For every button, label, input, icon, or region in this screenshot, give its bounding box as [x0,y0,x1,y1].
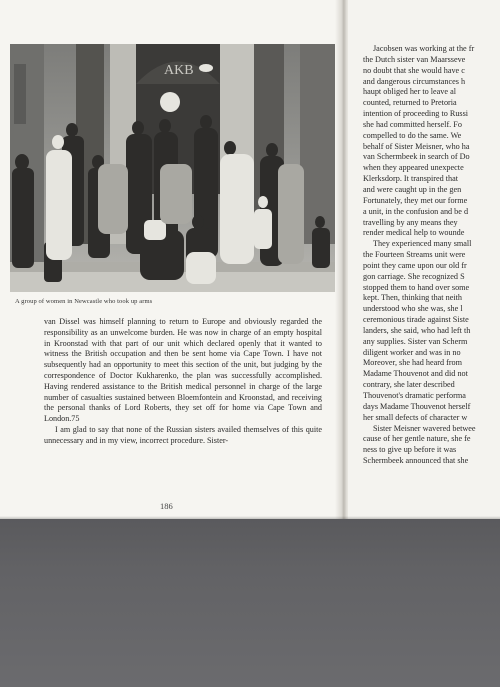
text-line: Madame Thouvenot and did not [363,369,468,379]
text-line: haupt obliged her to leave al [363,87,456,97]
svg-text:AKB: AKB [164,63,194,78]
historical-photograph [10,44,336,292]
text-line: she had committed herself. Fo [363,119,462,129]
paragraph: van Dissel was himself planning to return to Europe and obviously regarded the responsibility as an unwelcome burden. He was now in charge of an empty hospital in Kroonstad with that part of our unit which declared openly that it wanted to witness the British occupation and then be sent home via Cape Town. I have not subsequently had an opportunity to meet this section of the unit, but judging by the correspondence of Doctor Kukharenko, the plan was successfully accomplished. Having rendered assistance to the British medical personnel in charge of the large number of casualties sustained between Bloemfontein and Kroonstad, and receiving the personal thanks of Lord Roberts, they set off for home via Cape Town and London.75 [44,317,322,424]
text-line: They experienced many small [373,239,472,249]
photograph-image [10,44,336,292]
paragraph: I am glad to say that none of the Russian sisters availed themselves of this quite unnecessary and in my view, incorrect procedure. Sister- [44,424,322,445]
text-line: landers, she said, who had left th [363,325,471,335]
text-line: gon carriage. She recognized S [363,271,465,281]
text-line: ceremonious tirade against Siste [363,315,469,325]
text-line: stopped them to hand over some [363,282,470,292]
text-line: understood who she was, she l [363,304,463,314]
text-line: Thouvenot's dramatic performa [363,391,466,400]
text-line: counted, returned to Pretoria [363,98,457,108]
text-line: render medical help to wounde [363,228,465,238]
text-line: days Madame Thouvenot herself [363,401,471,411]
text-line: Jacobsen was working at the fr [373,44,475,53]
text-line: diligent worker and was in no [363,347,461,357]
text-line: intention of proceeding to Russi [363,109,469,119]
text-line: her small defects of character w [363,412,468,422]
text-line: and were caught up in the gen [363,184,462,194]
text-line: cause of her gentle nature, she fe [363,434,471,444]
left-page-body [44,317,322,447]
text-line: contrary, she later described [363,380,455,390]
text-line: Schermbeek announced that she [363,456,469,466]
page-number: 186 [160,501,173,511]
text-line: compelled to do the same. We [363,130,462,140]
text-line: Klerksdorp. It transpired that [363,174,459,184]
text-line: the Fourteen Streams unit were [363,250,466,260]
photo-caption: A group of women in Newcastle who took up arms [15,298,153,305]
text-line: van Schermbeek in search of Do [363,152,470,162]
scanner-background [0,519,500,687]
text-line: kept. Then, thinking that neith [363,293,462,303]
text-line: behalf of Sister Meisner, who ha [363,141,470,151]
text-line: point they came upon our old fr [363,260,467,270]
right-page-body [363,44,500,467]
text-line: travelling by any means they [363,217,458,227]
text-line: a unit, in the confusion and be d [363,206,469,216]
text-line: Moreover, she had heard from [363,358,463,368]
text-line: the Dutch sister van Maarsseve [363,54,466,64]
text-line: Sister Meisner wavered betwee [373,423,476,433]
text-line: when they appeared unexpecte [363,163,464,173]
text-line: no doubt that she would have c [363,65,465,75]
text-line: and dangerous circumstances h [363,76,466,86]
right-page [348,0,500,520]
text-line: Fortunately, they met our forme [363,195,468,205]
text-line: ness to give up before it was [363,445,457,455]
text-line: any supplies. Sister van Scherm [363,336,468,346]
